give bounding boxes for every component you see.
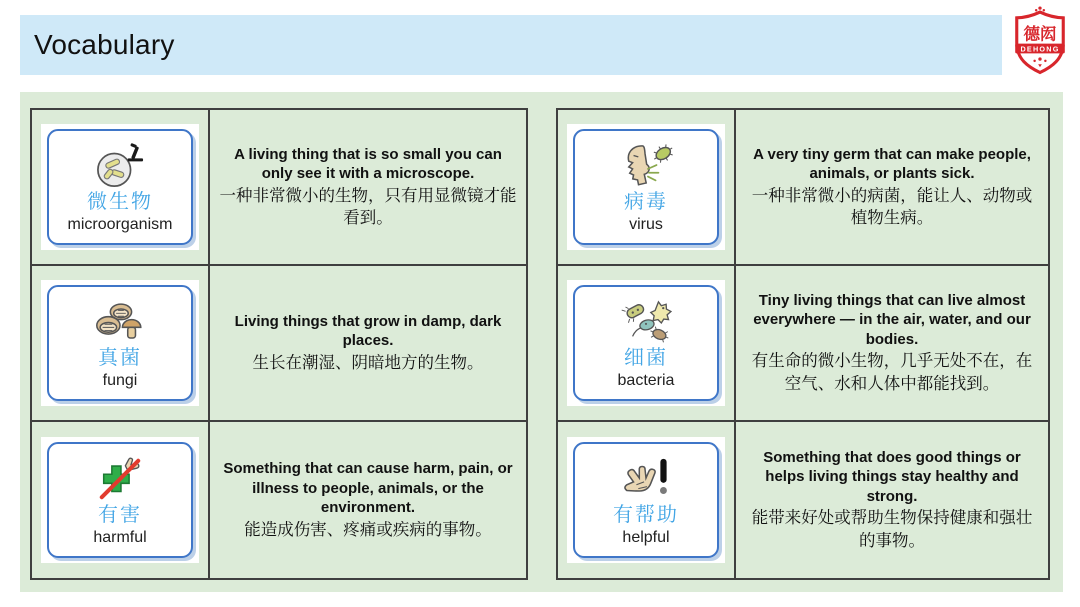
shield-icon	[1009, 4, 1071, 78]
definition-cell-helpful	[736, 422, 1048, 578]
vocabulary-panel	[20, 92, 1063, 592]
vocab-card-harmful	[47, 442, 193, 558]
definition-english: Something that can cause harm, pain, or illness to people, animals, or the environment.	[223, 460, 513, 517]
term-chinese: 细菌	[624, 347, 668, 370]
dehong-logo	[1009, 4, 1071, 78]
term-chinese: 有害	[98, 504, 142, 527]
virus-icon	[617, 141, 675, 191]
term-chinese: 真菌	[98, 347, 142, 370]
definition-english: Something that does good things or helps living things stay healthy and strong.	[763, 448, 1021, 505]
symbol-image	[567, 280, 725, 406]
page-title: Vocabulary	[34, 29, 175, 60]
card-cell-virus	[558, 110, 736, 266]
vocab-card-microorganism	[47, 129, 193, 245]
microorganism-icon	[89, 141, 151, 191]
svg-text:DEHONG: DEHONG	[1020, 44, 1060, 54]
definition-chinese: 能造成伤害、疼痛或疾病的事物。	[244, 519, 492, 539]
card-cell-helpful	[558, 422, 736, 578]
card-cell-fungi	[32, 266, 210, 422]
definition-chinese: 有生命的微小生物，几乎无处不在，在空气、水和人体中都能找到。	[751, 351, 1033, 393]
term-english: fungi	[102, 372, 138, 390]
fungi-icon	[91, 297, 149, 347]
definition-chinese: 一种非常微小的生物，只有用显微镜才能看到。	[219, 185, 517, 227]
definition-chinese: 能带来好处或帮助生物保持健康和强壮的事物。	[751, 508, 1033, 550]
card-cell-bacteria	[558, 266, 736, 422]
definition-cell-fungi	[210, 266, 526, 422]
vocab-table-left	[30, 108, 528, 580]
term-chinese: 微生物	[87, 191, 153, 214]
term-english: virus	[629, 216, 663, 234]
definition-english: Tiny living things that can live almost everywhere — in the air, water, and our bodies.	[753, 291, 1031, 348]
header-bar	[20, 15, 1002, 75]
definition-cell-harmful	[210, 422, 526, 578]
term-english: bacteria	[617, 372, 675, 390]
symbol-image	[567, 124, 725, 250]
definition-cell-virus	[736, 110, 1048, 266]
helpful-icon	[617, 454, 675, 504]
vocab-table-right	[556, 108, 1050, 580]
definition-cell-bacteria	[736, 266, 1048, 422]
symbol-image	[41, 124, 199, 250]
definition-english: Living things that grow in damp, dark places.	[234, 312, 502, 350]
term-english: microorganism	[67, 216, 173, 234]
harmful-icon	[91, 454, 149, 504]
term-english: helpful	[622, 529, 670, 547]
term-chinese: 有帮助	[613, 504, 679, 527]
vocab-card-fungi	[47, 285, 193, 401]
bacteria-icon	[617, 297, 675, 347]
symbol-image	[41, 437, 199, 563]
definition-english: A living thing that is so small you can only see it with a microscope.	[234, 145, 502, 183]
vocab-card-bacteria	[573, 285, 719, 401]
definition-english: A very tiny germ that can make people, animals, or plants sick.	[753, 145, 1031, 183]
definition-chinese: 生长在潮湿、阴暗地方的生物。	[252, 352, 484, 372]
svg-text:德闳: 德闳	[1023, 23, 1057, 44]
vocab-card-virus	[573, 129, 719, 245]
card-cell-harmful	[32, 422, 210, 578]
vocab-card-helpful	[573, 442, 719, 558]
symbol-image	[567, 437, 725, 563]
definition-chinese: 一种非常微小的病菌，能让人、动物或植物生病。	[751, 185, 1033, 227]
term-english: harmful	[93, 529, 147, 547]
term-chinese: 病毒	[624, 191, 668, 214]
symbol-image	[41, 280, 199, 406]
definition-cell-microorganism	[210, 110, 526, 266]
card-cell-microorganism	[32, 110, 210, 266]
